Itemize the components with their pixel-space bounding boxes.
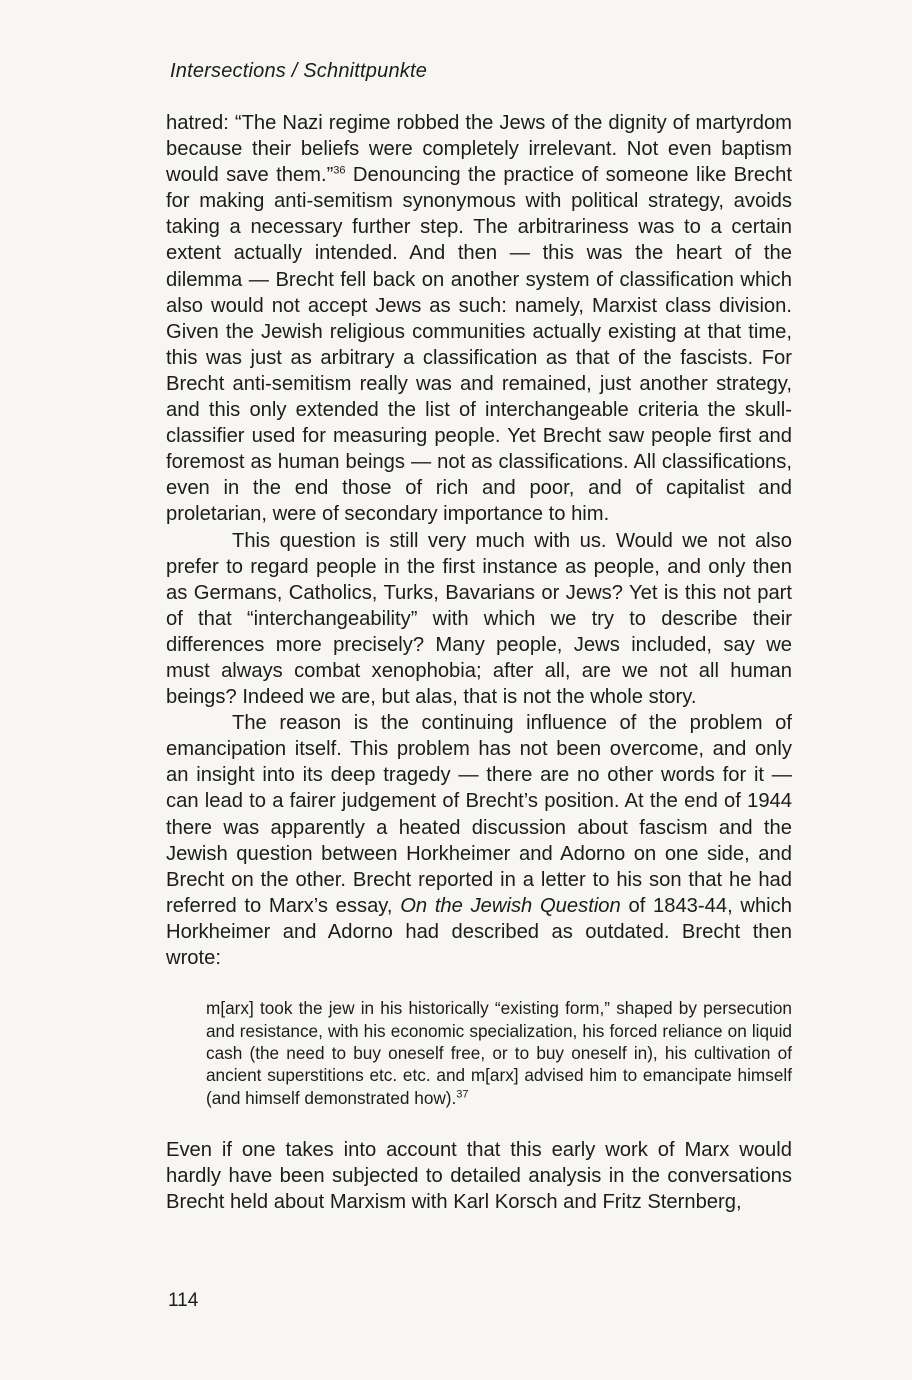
footnote-ref-36[interactable]: 36 (333, 164, 346, 177)
paragraph-3-part-a: The reason is the continuing influence of the problem of emancipation itself. This problem has not been overcome, and only an insight into its deep tragedy — there are no other words for it — can lead to a fairer judgement of Brecht’s position. At the end of 1944 there was apparently a heated discussion about fascism and the Jewish question between Horkheimer and Adorno on one side, and Brecht on the other. Brecht reported in a letter to his son that he had referred to Marx’s essay, (166, 712, 792, 917)
paragraph-4: Even if one takes into account that this early work of Marx would hardly have been subjected to detailed analysis in the conversations Brecht held about Marxism with Karl Korsch and Fritz Sternberg, (166, 1139, 792, 1214)
footnote-ref-37[interactable]: 37 (456, 1087, 469, 1100)
paragraph-3-part-b: of 1843-44, which Horkheimer and Adorno had described as outdated. Brecht then wrote: (166, 894, 792, 969)
paragraph-1-part-b: Denouncing the practice of someone like Brecht for making anti-semitism synonymous with political strategy, avoids taking a necessary further step. The arbitrariness was to a certain extent actually intended. And then — this was the heart of the dilemma — Brecht fell back on another system of classification which also would not accept Jews as such: namely, Marxist class division. Given the Jewish religious communities actually existing at that time, this was just as arbitrary a classification as that of the fascists. For Brecht anti-semitism really was and remained, just another strategy, and this only extended the list of interchangeable criteria the skull-classifier used for measuring people. Yet Brecht saw people first and foremost as human beings — not as classifications. All classifications, even in the end those of rich and poor, and of capitalist and proletarian, were of secondary importance to him. (166, 164, 792, 526)
paragraph-1-part-a: hatred: “The Nazi regime robbed the Jews of the dignity of martyrdom because their beliefs were completely irrelevant. Not even baptism would save them.” (166, 112, 792, 187)
paragraph-3 (166, 710, 792, 971)
page-number: 114 (168, 1290, 199, 1311)
block-quote-text: m[arx] took the jew in his historically “existing form,” shaped by persecution and resistance, with his economic specialization, his forced reliance on liquid cash (the need to buy oneself free, or to buy oneself in), his cultivation of ancient superstitions etc. etc. and m[arx] advised him to emancipate himself (and himself demonstrated how). (206, 998, 792, 1108)
block-quote (206, 997, 792, 1109)
essay-title: On the Jewish Question (400, 894, 621, 917)
paragraph-1 (166, 110, 792, 528)
running-head: Intersections / Schnittpunkte (170, 60, 428, 82)
paragraph-2: This question is still very much with us. Would we not also prefer to regard people in the first instance as people, and only then as Germans, Catholics, Turks, Bavarians or Jews? Yet is this not part of that “interchangeability” with which we try to describe their differences more precisely? Many people, Jews included, say we must always combat xenophobia; after all, are we not all human beings? Indeed we are, but alas, that is not the whole story. (166, 529, 792, 709)
body-text (166, 110, 792, 1215)
